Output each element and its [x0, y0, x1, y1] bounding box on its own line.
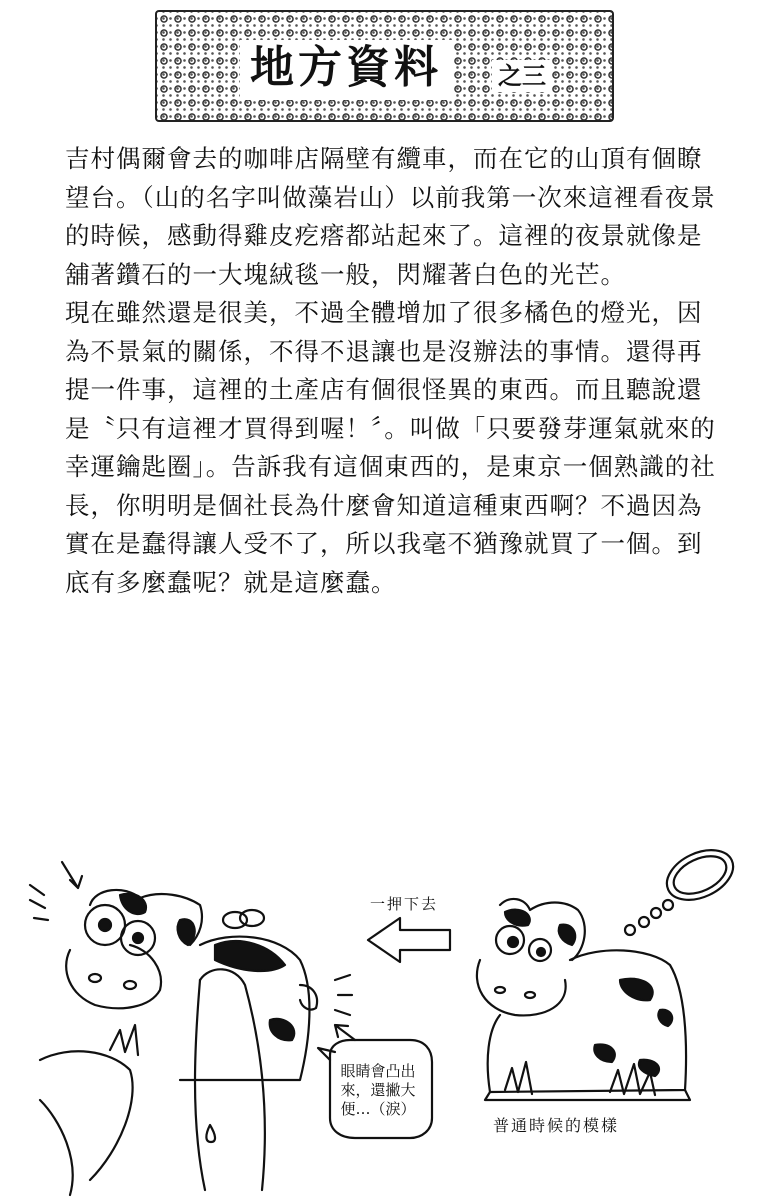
- press-label: 一押下去: [370, 895, 439, 913]
- article-body: [65, 140, 725, 602]
- page-title: 地方資料: [240, 40, 452, 100]
- speech-bubble-text: 眼睛會凸出來，還撇大便…（淚）: [340, 1062, 416, 1118]
- normal-cow-drawing: [477, 840, 741, 1100]
- squeezed-cow-drawing: [30, 862, 355, 1195]
- paragraph-2: 現在雖然還是很美，不過全體增加了很多橘色的燈光，因為不景氣的關係，不得不退讓也是沒辦法的事情。還得再提一件事，這裡的土產店有個很怪異的東西。而且聽說還是〝只有這裡才買得到喔！〞。叫做「只要發芽運氣就來的幸運鑰匙圈」。告訴我有這個東西的，是東京一個熟識的社長，你明明是個社長為什麼會知道這種東西啊？不過因為實在是蠢得讓人受不了，所以我毫不猶豫就買了一個。到底有多麼蠢呢？就是這麼蠢。: [65, 298, 716, 597]
- normal-label: 普通時候的模樣: [493, 1116, 620, 1135]
- page-subtitle: 之三: [492, 60, 552, 92]
- paragraph-1: 吉村偶爾會去的咖啡店隔壁有纜車，而在它的山頂有個瞭望台。（山的名字叫做藻岩山）以前我第一次來這裡看夜景的時候，感動得雞皮疙瘩都站起來了。這裡的夜景就像是舖著鑽石的一大塊絨毯一般，閃耀著白色的光芒。: [65, 144, 716, 289]
